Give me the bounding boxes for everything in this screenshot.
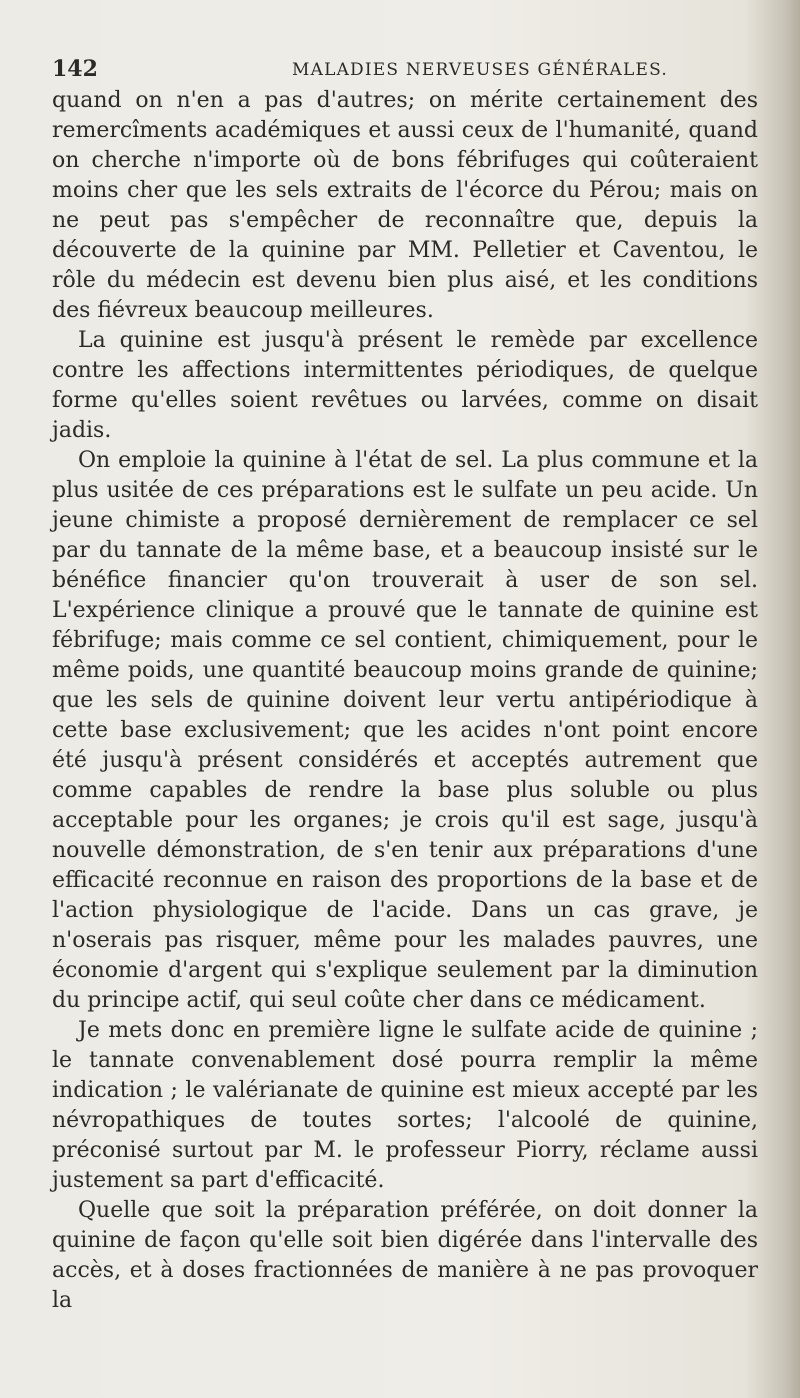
running-head-title: MALADIES NERVEUSES GÉNÉRALES. [292,60,668,80]
paragraph-preparations-ranking: Je mets donc en première ligne le sulfate acide de quinine ; le tannate convenablement dosé pourra remplir la même indication ; le valérianate de quinine est mieux accepté par les névropathiques de toutes sortes; l'alcoolé de quinine, préconisé surtout par M. le professeur Piorry, réclame aussi justement sa part d'efficacité. [52,1018,758,1193]
paragraph-quinine-salts: On emploie la quinine à l'état de sel. La plus commune et la plus usitée de ces préparations est le sulfate un peu acide. Un jeune chimiste a proposé dernièrement de remplacer ce sel par du tannate de la même base, et a beaucoup insisté sur le bénéfice financier qu'on trouverait à user de son sel. L'expérience clinique a prouvé que le tannate de quinine est fébrifuge; mais comme ce sel contient, chimiquement, pour le même poids, une quantité beaucoup moins grande de quinine; que les sels de quinine doivent leur vertu antipériodique à cette base exclusivement; que les acides n'ont point encore été jusqu'à présent considérés et acceptés autrement que comme capables de rendre la base plus soluble ou plus acceptable pour les organes; je crois qu'il est sage, jusqu'à nouvelle démonstration, de s'en tenir aux préparations d'une efficacité reconnue en raison des proportions de la base et de l'action physiologique de l'acide. Dans un cas grave, je n'oserais pas risquer, même pour les malades pauvres, une économie d'argent qui s'explique seulement par la diminution du principe actif, qui seul coûte cher dans ce médicament. [52,448,758,1013]
running-head [52,52,758,86]
page-text-block [52,52,758,1316]
paragraph-dosage: Quelle que soit la préparation préférée, on doit donner la quinine de façon qu'elle soit bien digérée dans l'intervalle des accès, et à doses fractionnées de manière à ne pas provoquer la [52,1198,758,1313]
paragraph-continuation: quand on n'en a pas d'autres; on mérite certainement des remercîments académiques et aussi ceux de l'humanité, quand on cherche n'importe où de bons fébrifuges qui coûteraient moins cher que les sels extraits de l'écorce du Pérou; mais on ne peut pas s'empêcher de reconnaître que, depuis la découverte de la quinine par MM. Pelletier et Caventou, le rôle du médecin est devenu bien plus aisé, et les conditions des fiévreux beaucoup meilleures. [52,88,758,323]
paragraph-quinine-remedy: La quinine est jusqu'à présent le remède par excellence contre les affections intermittentes périodiques, de quelque forme qu'elles soient revêtues ou larvées, comme on disait jadis. [52,328,758,443]
page-number: 142 [52,56,98,82]
